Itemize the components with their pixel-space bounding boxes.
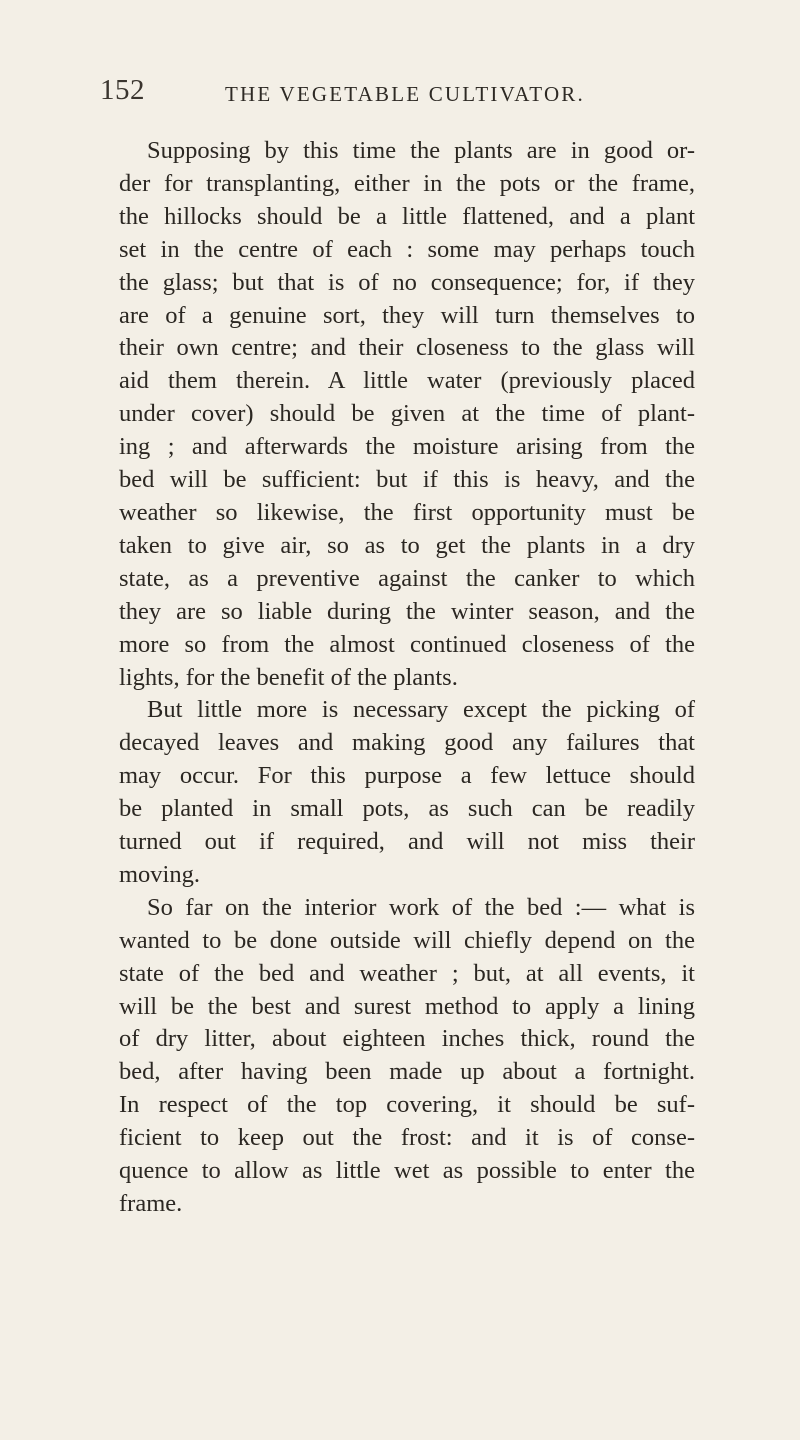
paragraph-2 xyxy=(119,694,695,891)
text-line: bed, after having been made up about a fortnight. xyxy=(119,1058,695,1086)
text-line: aid them therein. A little water (previously placed xyxy=(119,367,695,395)
text-line: weather so likewise, the first opportunity must be xyxy=(119,498,695,526)
page-header xyxy=(100,74,720,114)
text-line: wanted to be done outside will chiefly depend on the xyxy=(119,926,695,954)
text-line: under cover) should be given at the time of plant- xyxy=(119,400,695,428)
text-line: decayed leaves and making good any failures that xyxy=(119,729,695,757)
text-line: ficient to keep out the frost: and it is of conse- xyxy=(119,1124,695,1152)
paragraph-1 xyxy=(119,135,695,694)
text-line: the hillocks should be a little flattened, and a plant xyxy=(119,202,695,230)
text-line: ing ; and afterwards the moisture arising from the xyxy=(119,433,695,461)
body-text xyxy=(119,135,695,1221)
text-line: of dry litter, about eighteen inches thick, round the xyxy=(119,1025,695,1053)
page-number: 152 xyxy=(100,74,145,106)
text-line: the glass; but that is of no consequence; for, if they xyxy=(119,268,695,296)
text-line: may occur. For this purpose a few lettuce should xyxy=(119,762,695,790)
text-line: In respect of the top covering, it should be suf- xyxy=(119,1091,695,1119)
paragraph-3 xyxy=(119,892,695,1221)
text-line: taken to give air, so as to get the plants in a dry xyxy=(119,531,695,559)
text-line: be planted in small pots, as such can be readily xyxy=(119,795,695,823)
text-line: they are so liable during the winter season, and the xyxy=(119,597,695,625)
text-line: set in the centre of each : some may perhaps touch xyxy=(119,235,695,263)
text-line: bed will be sufficient: but if this is heavy, and the xyxy=(119,466,695,494)
running-head: THE VEGETABLE CULTIVATOR. xyxy=(225,82,585,106)
text-line: their own centre; and their closeness to the glass will xyxy=(119,334,695,362)
text-line: lights, for the benefit of the plants. xyxy=(119,663,458,691)
text-line: frame. xyxy=(119,1190,183,1217)
text-line: Supposing by this time the plants are in good or- xyxy=(147,137,695,164)
text-line: So far on the interior work of the bed :— what is xyxy=(147,893,695,921)
text-line: more so from the almost continued closeness of the xyxy=(119,630,695,658)
text-line: state, as a preventive against the canker to which xyxy=(119,564,695,592)
text-line: der for transplanting, either in the pots or the frame, xyxy=(119,169,695,197)
text-line: are of a genuine sort, they will turn themselves to xyxy=(119,301,695,329)
text-line: moving. xyxy=(119,860,200,888)
text-line: But little more is necessary except the picking of xyxy=(147,696,695,724)
text-line: turned out if required, and will not miss their xyxy=(119,828,695,856)
text-line: quence to allow as little wet as possible to enter the xyxy=(119,1157,695,1185)
text-line: will be the best and surest method to apply a lining xyxy=(119,992,695,1020)
text-line: state of the bed and weather ; but, at all events, it xyxy=(119,959,695,987)
